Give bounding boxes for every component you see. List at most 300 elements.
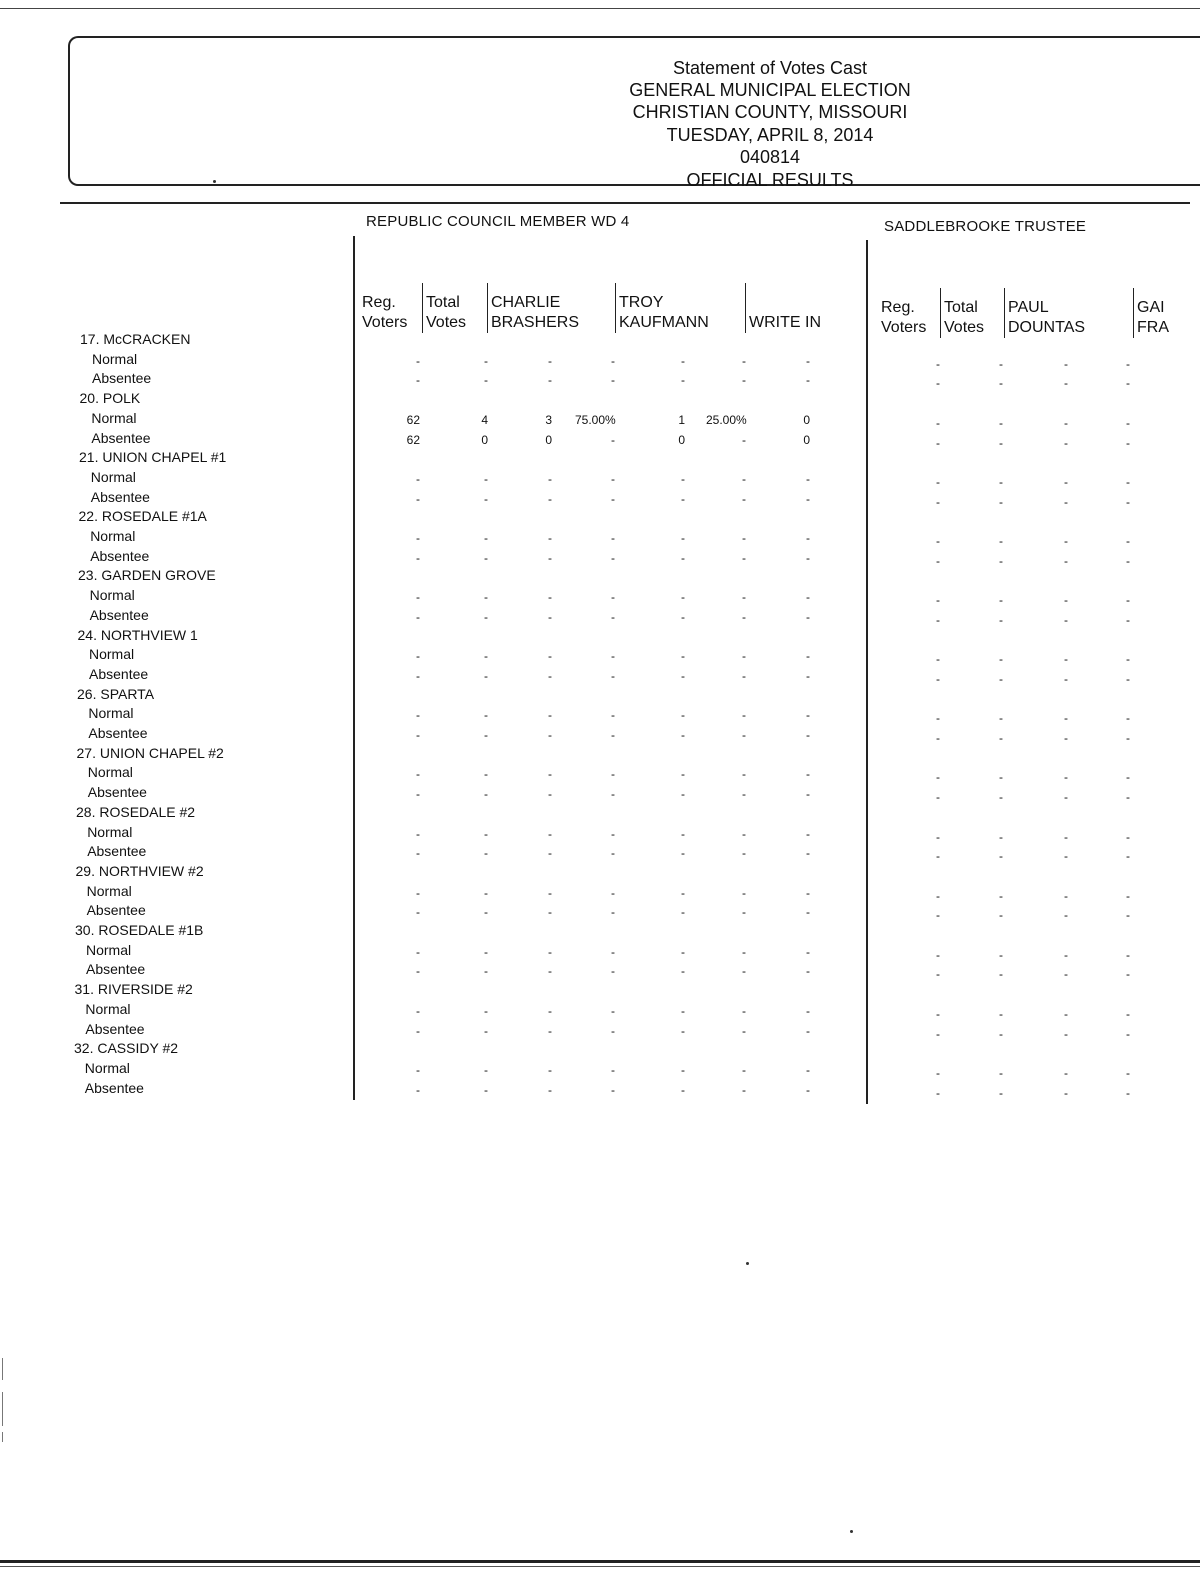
result-cell: - [681,668,685,683]
result-cell: - [742,708,746,723]
result-cell: - [999,770,1003,785]
vote-type-label: Absentee [90,547,150,564]
result-cell: - [806,491,810,506]
scan-edge-mark [2,1358,3,1380]
precinct-name: 17. McCRACKEN [80,331,191,347]
result-cell: - [548,846,552,861]
vote-type-label: Normal [90,528,136,544]
result-cell: - [484,826,488,841]
result-cell: - [806,728,810,742]
result-cell: - [548,905,552,920]
vote-type-label: Absentee [90,488,150,505]
result-cell: - [742,767,746,782]
result-cell: - [806,550,810,565]
result-cell: - [742,846,746,861]
result-cell: - [806,1023,810,1038]
result-cell: - [999,612,1003,627]
result-cell: - [611,944,615,959]
col-header-line: Reg. [881,299,915,316]
result-cell: - [611,649,615,664]
col-header-line: CHARLIE [491,294,561,311]
result-cell: - [484,787,488,802]
result-cell: - [416,767,420,782]
result-cell: - [484,767,488,782]
result-cell: - [999,967,1003,982]
result-cell: - [1064,967,1068,982]
result-cell: - [1064,612,1068,627]
result-cell: - [1126,770,1130,785]
result-cell: - [681,1082,685,1097]
result-cell: - [611,1062,615,1077]
result-cell: - [999,731,1003,745]
result-cell: - [742,550,746,565]
result-cell: - [611,826,615,841]
col-header-line: Reg. [362,294,396,311]
col-header-line: GAI [1137,299,1165,316]
vote-type-label: Absentee [88,725,148,741]
vote-type-label: Absentee [92,370,152,387]
result-cell: - [484,590,488,605]
result-cell: - [742,944,746,959]
result-cell: - [999,849,1003,864]
result-cell: - [416,471,420,486]
result-cell: - [999,474,1003,489]
result-cell: - [681,767,685,782]
result-cell: - [611,1082,615,1097]
result-cell: - [806,609,810,624]
scan-speck [850,1530,853,1533]
result-cell: - [806,373,810,388]
result-cell: - [681,846,685,861]
result-cell: - [484,649,488,664]
result-cell: - [1064,593,1068,608]
result-cell: - [806,905,810,920]
result-cell: - [484,1082,488,1097]
result-cell: - [999,1026,1003,1041]
result-cell: - [936,829,940,844]
result-cell: 62 [406,432,420,447]
result-cell: - [681,373,685,388]
result-cell: - [936,731,940,745]
result-cell: - [806,1082,810,1097]
result-cell: - [806,668,810,683]
result-cell: - [1126,908,1130,923]
col-header-line: Votes [426,314,467,331]
result-cell: - [1126,1065,1130,1080]
result-cell: - [806,531,810,545]
result-cell: - [484,609,488,624]
col-header-reg-voters-2 [878,298,926,338]
result-cell: - [416,826,420,841]
vote-type-label: Normal [86,941,132,958]
result-cell: - [806,590,810,605]
result-cell: - [806,944,810,959]
result-cell: - [416,944,420,959]
result-cell: - [611,787,615,802]
result-cell: - [999,376,1003,391]
result-cell: - [1126,1006,1130,1021]
result-cell: - [742,373,746,388]
result-cell: - [936,1085,940,1100]
result-cell: - [548,373,552,388]
county-name: CHRISTIAN COUNTY, MISSOURI [632,102,908,122]
result-cell: - [742,787,746,802]
result-cell: - [681,649,685,664]
result-cell: - [1126,376,1130,391]
result-cell: - [416,531,420,545]
result-cell: - [936,671,940,686]
result-cell: - [416,1062,420,1077]
result-cell: - [611,353,615,368]
vote-type-label: Normal [90,468,136,485]
election-name: GENERAL MUNICIPAL ELECTION [629,80,911,100]
result-cell: - [484,885,488,900]
result-cell: - [936,947,940,962]
vote-type-label: Absentee [87,784,147,801]
result-cell: - [548,1082,552,1097]
result-cell: 0 [803,432,810,447]
result-cell: - [548,491,552,506]
result-cell: - [1064,415,1068,430]
scan-edge-mark [2,1392,3,1426]
result-cell: - [681,787,685,802]
result-cell: - [999,790,1003,805]
result-cell: - [1126,967,1130,982]
result-cell: - [999,593,1003,608]
result-cell: - [1126,1026,1130,1041]
vote-type-label: Absentee [89,606,149,623]
result-cell: - [742,609,746,624]
col-header-paul-dountas [1004,288,1085,338]
col-header-line: Total [426,294,460,311]
result-cell: - [1126,494,1130,509]
result-cell: - [999,553,1003,568]
result-cell: - [936,1006,940,1021]
result-cell: - [416,649,420,664]
result-cell: - [416,1082,420,1097]
result-cell: - [681,550,685,565]
result-cell: - [742,728,746,742]
result-cell: - [1064,1085,1068,1100]
result-cell: - [548,590,552,605]
result-cell: - [806,353,810,368]
bottom-border-rule [0,1560,1200,1563]
result-cell: - [806,649,810,664]
result-cell: - [742,353,746,368]
result-cell: - [806,1003,810,1018]
result-cell: - [416,550,420,565]
result-cell: - [681,590,685,605]
result-cell: - [611,432,615,447]
col-header-truncated-candidate [1133,288,1169,338]
result-cell: - [548,708,552,723]
col-header-line: WRITE IN [749,314,821,331]
result-cell: - [1064,435,1068,450]
precinct-name: 22. ROSEDALE #1A [78,508,207,525]
result-cell: - [1126,947,1130,962]
result-cell: - [1064,652,1068,667]
result-cell: - [1064,947,1068,962]
result-cell: - [1064,908,1068,923]
result-cell: - [1064,829,1068,844]
result-cell: - [1064,553,1068,568]
result-cell: - [484,531,488,545]
result-cell: - [681,708,685,723]
result-cell: - [611,1003,615,1018]
vote-type-label: Normal [88,705,134,722]
result-cell: - [936,494,940,509]
result-cell: - [484,1062,488,1077]
result-cell: - [681,1023,685,1038]
result-cell: - [548,471,552,486]
result-cell: - [484,373,488,388]
result-cell: - [416,491,420,506]
result-cell: - [611,767,615,782]
result-cell: 75.00% [575,412,616,427]
result-cell: - [806,787,810,802]
result-cell: - [1126,711,1130,726]
contest-1-left-border [353,236,355,1100]
result-cell: - [484,728,488,742]
result-cell: - [1126,415,1130,430]
col-header-line: Voters [362,314,408,331]
result-cell: - [548,668,552,683]
result-cell: - [611,905,615,920]
header-divider [60,202,1190,204]
result-cell: - [1064,1026,1068,1041]
result-cell: - [611,885,615,900]
vote-type-label: Normal [89,646,135,663]
result-cell: - [999,711,1003,726]
result-cell: - [484,964,488,979]
vote-type-label: Absentee [86,961,146,978]
result-cell: - [548,787,552,802]
result-cell: - [681,609,685,624]
precinct-name: 31. RIVERSIDE #2 [74,981,193,998]
result-cell: - [548,964,552,979]
result-cell: 1 [678,412,685,427]
precinct-name: 21. UNION CHAPEL #1 [79,449,227,466]
result-cell: - [1126,731,1130,745]
col-header-line: Votes [944,319,985,336]
result-cell: - [1064,534,1068,548]
result-cell: - [1126,652,1130,667]
result-cell: - [936,1026,940,1041]
result-cell: - [484,846,488,861]
col-header-line: KAUFMANN [619,314,709,331]
result-cell: - [1126,829,1130,844]
result-cell: - [936,356,940,371]
result-cell: - [416,590,420,605]
contest-title-saddlebrooke-trustee: SADDLEBROOKE TRUSTEE [884,218,1087,235]
result-cell: - [742,432,746,447]
result-cell: - [936,474,940,489]
result-cell: - [806,471,810,486]
result-cell: 0 [803,412,810,427]
result-cell: - [1126,790,1130,805]
col-header-line: BRASHERS [491,314,580,331]
result-cell: - [548,531,552,545]
result-cell: - [681,885,685,900]
result-cell: - [936,849,940,864]
result-cell: - [742,1023,746,1038]
result-cell: - [611,531,615,545]
result-cell: - [1064,1065,1068,1080]
result-cell: - [548,1003,552,1018]
precinct-name: 28. ROSEDALE #2 [76,803,196,820]
result-cell: - [611,491,615,506]
result-cell: - [416,708,420,723]
vote-type-label: Normal [92,350,138,367]
result-cell: 4 [481,412,488,427]
col-header-total-votes-2 [940,288,984,338]
result-cell: - [611,609,615,624]
result-cell: 62 [406,412,420,427]
result-cell: - [1126,593,1130,608]
precinct-name: 27. UNION CHAPEL #2 [76,744,224,761]
result-cell: - [999,494,1003,509]
vote-type-label: Absentee [91,429,151,446]
result-cell: - [484,1003,488,1018]
precinct-name: 26. SPARTA [77,685,155,702]
result-cell: - [1064,671,1068,686]
scan-speck [746,1262,749,1265]
result-cell: - [484,668,488,683]
result-cell: - [611,708,615,723]
result-cell: - [548,728,552,742]
vote-type-label: Normal [91,409,137,426]
result-cell: - [1126,435,1130,450]
top-border-rule [0,8,1200,9]
result-cell: - [999,356,1003,371]
precinct-name: 32. CASSIDY #2 [74,1040,179,1057]
result-cell: - [1064,376,1068,391]
result-cell: - [936,908,940,923]
bottom-border-rule [0,1566,1200,1567]
result-cell: - [1126,534,1130,548]
contest-title-republic-council: REPUBLIC COUNCIL MEMBER WD 4 [366,213,630,230]
result-cell: - [548,609,552,624]
result-cell: - [806,767,810,782]
vote-type-label: Absentee [87,843,147,860]
vote-type-label: Absentee [85,1020,145,1037]
result-cell: - [1064,849,1068,864]
report-title: Statement of Votes Cast [672,58,868,78]
results-status: OFFICIAL RESULTS [686,170,854,190]
election-date: TUESDAY, APRIL 8, 2014 [666,125,874,145]
result-cell: - [1064,474,1068,489]
result-cell: - [999,908,1003,923]
result-cell: - [611,668,615,683]
result-cell: - [681,826,685,841]
result-cell: - [936,415,940,430]
precinct-name: 23. GARDEN GROVE [78,567,216,584]
result-cell: - [1064,770,1068,785]
result-cell: - [999,534,1003,548]
result-cell: - [416,609,420,624]
col-header-line: Total [944,299,978,316]
result-cell: - [548,649,552,664]
result-cell: - [1064,888,1068,903]
result-cell: - [548,885,552,900]
result-cell: - [484,491,488,506]
result-cell: - [999,888,1003,903]
result-cell: - [681,531,685,545]
result-cell: - [999,415,1003,430]
col-header-reg-voters [359,293,407,333]
result-cell: - [1126,356,1130,371]
col-header-write-in [745,283,821,333]
result-cell: - [484,708,488,723]
result-cell: - [742,590,746,605]
result-cell: - [484,471,488,486]
vote-type-label: Absentee [86,902,146,919]
vote-type-label: Absentee [89,665,149,682]
result-cell: - [416,668,420,683]
scan-speck [213,180,216,183]
precinct-name: 24. NORTHVIEW 1 [77,626,198,643]
result-cell: - [611,373,615,388]
precinct-name: 29. NORTHVIEW #2 [75,862,204,879]
result-cell: - [806,964,810,979]
result-cell: - [936,553,940,568]
col-header-troy-kaufmann [615,283,709,333]
result-cell: - [1064,711,1068,726]
result-cell: - [1126,474,1130,489]
result-cell: - [1126,553,1130,568]
result-cell: - [1064,1006,1068,1021]
result-cell: - [548,550,552,565]
result-cell: - [806,708,810,723]
result-cell: - [1126,671,1130,686]
result-cell: - [611,1023,615,1038]
result-cell: - [999,671,1003,686]
result-cell: - [1126,612,1130,627]
col-header-line: PAUL [1008,299,1049,316]
scan-edge-mark [2,1432,3,1442]
result-cell: - [936,652,940,667]
result-cell: - [548,767,552,782]
result-cell: - [1064,731,1068,745]
result-cell: - [999,829,1003,844]
vote-type-label: Normal [85,1000,131,1017]
result-cell: - [611,846,615,861]
result-cell: - [999,1085,1003,1100]
col-header-line: DOUNTAS [1008,319,1086,336]
result-cell: - [681,1003,685,1018]
result-cell: - [681,728,685,742]
result-cell: - [416,885,420,900]
result-cell: - [681,1062,685,1077]
result-cell: - [742,1082,746,1097]
result-cell: - [999,1006,1003,1021]
result-cell: - [548,826,552,841]
vote-type-label: Normal [87,823,133,840]
result-cell: 3 [545,412,552,427]
result-cell: - [1126,849,1130,864]
result-cell: - [999,435,1003,450]
result-cell: - [936,612,940,627]
result-cell: - [681,905,685,920]
result-cell: - [484,944,488,959]
result-cell: - [681,471,685,486]
vote-type-label: Normal [87,764,133,781]
result-cell: - [742,649,746,664]
result-cell: - [1064,356,1068,371]
result-cell: - [999,1065,1003,1080]
result-cell: - [484,550,488,565]
result-cell: - [936,593,940,608]
